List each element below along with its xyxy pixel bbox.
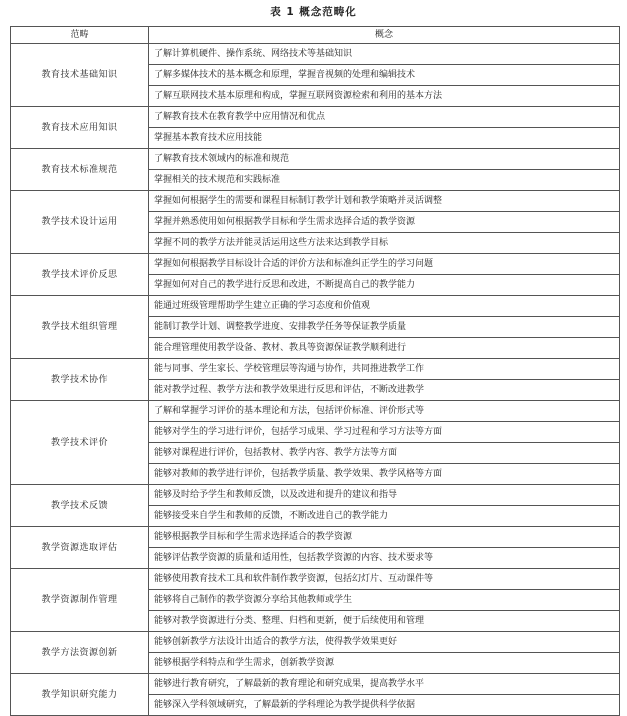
concept-cell: 能够及时给予学生和教师反馈，以及改进和提升的建议和指导 <box>149 485 620 506</box>
concept-cell: 了解互联网技术基本原理和构成，掌握互联网资源检索和利用的基本方法 <box>149 86 620 107</box>
table-row <box>11 401 620 422</box>
category-cell: 教学技术设计运用 <box>11 191 149 254</box>
table-row <box>11 44 620 65</box>
concept-cell: 了解和掌握学习评价的基本理论和方法，包括评价标准、评价形式等 <box>149 401 620 422</box>
category-cell: 教学技术反馈 <box>11 485 149 527</box>
table-body <box>11 44 620 716</box>
concept-cell: 掌握不同的教学方法并能灵活运用这些方法来达到教学目标 <box>149 233 620 254</box>
concept-cell: 了解教育技术领域内的标准和规范 <box>149 149 620 170</box>
category-cell: 教学资源选取评估 <box>11 527 149 569</box>
concept-cell: 能够接受来自学生和教师的反馈，不断改进自己的教学能力 <box>149 506 620 527</box>
header-concept: 概念 <box>149 27 620 44</box>
table-row <box>11 107 620 128</box>
category-cell: 教学知识研究能力 <box>11 674 149 716</box>
category-cell: 教育技术基础知识 <box>11 44 149 107</box>
table-row <box>11 191 620 212</box>
category-cell: 教学技术评价反思 <box>11 254 149 296</box>
table-header-row <box>11 27 620 44</box>
concept-cell: 能够根据教学目标和学生需求选择适合的教学资源 <box>149 527 620 548</box>
concept-cell: 掌握如何对自己的教学进行反思和改进，不断提高自己的教学能力 <box>149 275 620 296</box>
concept-cell: 能够评估教学资源的质量和适用性，包括教学资源的内容、技术要求等 <box>149 548 620 569</box>
concept-cell: 能够对课程进行评价，包括教材、教学内容、教学方法等方面 <box>149 443 620 464</box>
concept-cell: 了解多媒体技术的基本概念和原理，掌握音视频的处理和编辑技术 <box>149 65 620 86</box>
table-row <box>11 527 620 548</box>
concept-cell: 掌握如何根据学生的需要和课程目标制订教学计划和教学策略并灵活调整 <box>149 191 620 212</box>
table-row <box>11 485 620 506</box>
concept-cell: 了解教育技术在教育教学中应用情况和优点 <box>149 107 620 128</box>
concept-cell: 了解计算机硬件、操作系统、网络技术等基础知识 <box>149 44 620 65</box>
table-row <box>11 674 620 695</box>
concept-cell: 能够对教师的教学进行评价，包括教学质量、教学效果、教学风格等方面 <box>149 464 620 485</box>
concept-table <box>10 26 620 716</box>
table-caption: 表 1 概念范畴化 <box>270 6 357 18</box>
category-cell: 教学方法资源创新 <box>11 632 149 674</box>
category-cell: 教学技术协作 <box>11 359 149 401</box>
concept-cell: 能够深入学科领域研究，了解最新的学科理论为教学提供科学依据 <box>149 695 620 716</box>
concept-cell: 能够使用教育技术工具和软件制作教学资源，包括幻灯片、互动课件等 <box>149 569 620 590</box>
concept-cell: 能合理管理使用教学设备、教材、教具等资源保证教学顺利进行 <box>149 338 620 359</box>
concept-cell: 能够对教学资源进行分类、整理、归档和更新，便于后续使用和管理 <box>149 611 620 632</box>
concept-cell: 能制订教学计划、调整教学进度、安排教学任务等保证教学质量 <box>149 317 620 338</box>
concept-cell: 能够进行教育研究，了解最新的教育理论和研究成果，提高教学水平 <box>149 674 620 695</box>
category-cell: 教学技术组织管理 <box>11 296 149 359</box>
table-row <box>11 296 620 317</box>
concept-cell: 能够对学生的学习进行评价，包括学习成果、学习过程和学习方法等方面 <box>149 422 620 443</box>
table-row <box>11 632 620 653</box>
header-category: 范畴 <box>11 27 149 44</box>
category-cell: 教育技术应用知识 <box>11 107 149 149</box>
concept-cell: 能够创新教学方法设计出适合的教学方法，使得教学效果更好 <box>149 632 620 653</box>
concept-cell: 掌握相关的技术规范和实践标准 <box>149 170 620 191</box>
concept-cell: 能通过班级管理帮助学生建立正确的学习态度和价值观 <box>149 296 620 317</box>
category-cell: 教学资源制作管理 <box>11 569 149 632</box>
concept-cell: 掌握基本教育技术应用技能 <box>149 128 620 149</box>
concept-cell: 能够将自己制作的教学资源分享给其他教师或学生 <box>149 590 620 611</box>
table-row <box>11 359 620 380</box>
concept-cell: 掌握如何根据教学目标设计合适的评价方法和标准纠正学生的学习问题 <box>149 254 620 275</box>
table-row <box>11 254 620 275</box>
concept-cell: 能够根据学科特点和学生需求，创新教学资源 <box>149 653 620 674</box>
table-row <box>11 149 620 170</box>
concept-cell: 掌握并熟悉使用如何根据教学目标和学生需求选择合适的教学资源 <box>149 212 620 233</box>
table-row <box>11 569 620 590</box>
concept-cell: 能与同事、学生家长、学校管理层等沟通与协作，共同推进教学工作 <box>149 359 620 380</box>
category-cell: 教育技术标准规范 <box>11 149 149 191</box>
category-cell: 教学技术评价 <box>11 401 149 485</box>
concept-cell: 能对教学过程、教学方法和教学效果进行反思和评估，不断改进教学 <box>149 380 620 401</box>
